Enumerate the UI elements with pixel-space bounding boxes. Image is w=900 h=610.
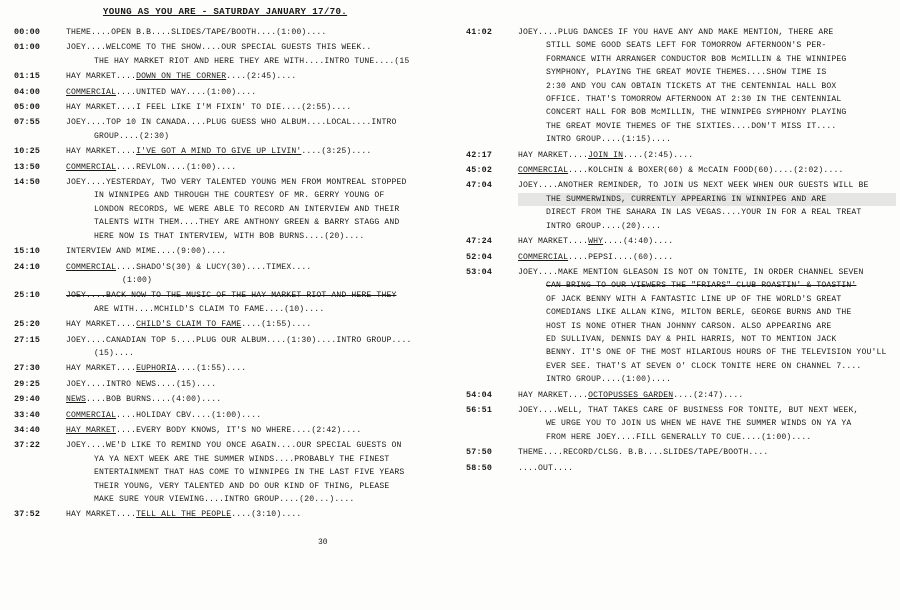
script-entry [466, 462, 896, 475]
script-entry [466, 149, 896, 162]
script-entry [14, 176, 444, 243]
script-entry [14, 101, 444, 114]
entry-timecode: 41:02 [466, 27, 493, 37]
script-line: INTERVIEW AND MIME....(9:00).... [66, 247, 227, 257]
script-line: COMMERCIAL....UNITED WAY....(1:00).... [66, 87, 257, 97]
script-entry [14, 161, 444, 174]
underlined-text: OCTOPUSSES GARDEN [588, 390, 674, 400]
entry-body [66, 334, 444, 361]
script-line: NEWS....BOB BURNS....(4:00).... [66, 395, 222, 405]
script-line: SYMPHONY, PLAYING THE GREAT MOVIE THEMES....SHOW TIME IS [546, 68, 827, 78]
script-line: INTRO GROUP....(20).... [546, 221, 662, 231]
script-line: ....OUT.... [518, 463, 574, 473]
script-line: YA YA NEXT WEEK ARE THE SUMMER WINDS....PROBABLY THE FINEST [94, 454, 390, 464]
script-line: HAY MARKET....I'VE GOT A MIND TO GIVE UP LIVIN'....(3:25).... [66, 147, 372, 157]
script-line: HOST IS NONE OTHER THAN JOHNNY CARSON. ALSO APPEARING ARE [546, 321, 832, 331]
script-line: COMMERCIAL....PEPSI....(60).... [518, 252, 674, 262]
script-entry [14, 508, 444, 521]
underlined-text: DOWN ON THE CORNER [136, 72, 227, 82]
entry-timecode: 33:40 [14, 409, 41, 420]
script-line: ED SULLIVAN, DENNIS DAY & PHIL HARRIS, NOT TO MENTION JACK [546, 334, 837, 344]
script-line: HAY MARKET....EUPHORIA....(1:55).... [66, 364, 247, 374]
script-line: FORMANCE WITH ARRANGER CONDUCTOR BOB McMILLIN & THE WINNIPEG [546, 54, 847, 64]
script-line: IN WINNIPEG AND THROUGH THE COURTESY OF MR. GERRY YOUNG OF [94, 191, 385, 201]
script-line: HAY MARKET....OCTOPUSSES GARDEN....(2:47).... [518, 390, 744, 400]
script-entry [14, 86, 444, 99]
entry-timecode: 14:50 [14, 177, 41, 188]
script-line: HAY MARKET....TELL ALL THE PEOPLE....(3:10).... [66, 510, 302, 520]
script-line: WE URGE YOU TO JOIN US WHEN WE HAVE THE SUMMER WINDS ON YA YA [546, 419, 852, 429]
entry-body [66, 161, 444, 174]
script-entry [14, 362, 444, 375]
script-entry [14, 289, 444, 316]
script-entry [466, 26, 896, 147]
script-line: JOEY....TOP 10 IN CANADA....PLUG GUESS WHO ALBUM....LOCAL....INTRO [66, 118, 397, 128]
entry-body [66, 508, 444, 521]
script-line: COMMERCIAL....REVLON....(1:00).... [66, 162, 237, 172]
script-entry [14, 318, 444, 331]
script-line: JOEY....WE'D LIKE TO REMIND YOU ONCE AGAIN....OUR SPECIAL GUESTS ON [66, 441, 402, 451]
entry-timecode: 01:15 [14, 71, 41, 82]
script-entry [14, 245, 444, 258]
underlined-text: COMMERCIAL [66, 162, 117, 172]
underlined-text: COMMERCIAL [66, 87, 117, 97]
entry-timecode: 47:04 [466, 180, 493, 191]
script-line: COMMERCIAL....HOLIDAY CBV....(1:00).... [66, 410, 262, 420]
document-title: YOUNG AS YOU ARE - SATURDAY JANUARY 17/70. [102, 6, 348, 17]
script-line: THEIR YOUNG, VERY TALENTED AND DO OUR KIND OF THING, PLEASE [94, 481, 390, 491]
entry-body [66, 116, 444, 143]
script-line: HAY MARKET....JOIN IN....(2:45).... [518, 150, 694, 160]
entry-timecode: 57:50 [466, 447, 493, 458]
entry-body [66, 176, 444, 243]
entry-body [66, 145, 444, 158]
script-entry [14, 439, 444, 506]
entry-body [66, 86, 444, 99]
script-line: LONDON RECORDS, WE WERE ABLE TO RECORD AN INTERVIEW AND THEIR [94, 204, 400, 214]
script-entry [14, 41, 444, 68]
entry-timecode: 15:10 [14, 246, 41, 257]
script-line: GROUP....(2:30) [94, 131, 170, 141]
script-line: THE SUMMERWINDS, CURRENTLY APPEARING IN WINNIPEG AND ARE [518, 193, 896, 206]
script-line: JOEY....CANADIAN TOP 5....PLUG OUR ALBUM....(1:30)....INTRO GROUP.... [66, 335, 412, 345]
script-entry [14, 334, 444, 361]
entry-body [518, 446, 896, 459]
script-line: HAY MARKET....CHILD'S CLAIM TO FAME....(1:55).... [66, 320, 312, 330]
entry-timecode: 29:25 [14, 378, 41, 389]
entry-timecode: 05:00 [14, 102, 41, 113]
entry-timecode: 27:15 [14, 334, 41, 345]
entry-body [518, 235, 896, 248]
script-line: THE GREAT MOVIE THEMES OF THE SIXTIES....DON'T MISS IT.... [546, 121, 837, 131]
underlined-text: CHILD'S CLAIM TO FAME [136, 320, 242, 330]
entry-body [518, 251, 896, 264]
entry-timecode: 42:17 [466, 149, 493, 160]
script-line: MAKE SURE YOUR VIEWING....INTRO GROUP....(20...).... [94, 495, 355, 504]
script-line: INTRO GROUP....(1:15).... [546, 135, 672, 145]
script-line: JOEY....BACK NOW TO THE MUSIC OF THE HAY MARKET RIOT AND HERE THEY [66, 291, 397, 301]
entry-body [518, 149, 896, 162]
entry-timecode: 10:25 [14, 146, 41, 157]
script-line: HAY MARKET....WHY....(4:40).... [518, 237, 674, 247]
underlined-text: TELL ALL THE PEOPLE [136, 510, 232, 520]
underlined-text: HAY MARKET [66, 425, 117, 435]
script-entry [14, 70, 444, 83]
entry-body [518, 462, 896, 475]
entry-body [66, 41, 444, 68]
script-line: COMMERCIAL....SHADO'S(30) & LUCY(30)....TIMEX.... [66, 262, 312, 272]
entry-timecode: 13:50 [14, 161, 41, 172]
script-line: (1:00) [122, 275, 153, 285]
script-line: STILL SOME GOOD SEATS LEFT FOR TOMORROW AFTERNOON'S PER- [546, 41, 827, 51]
entry-timecode: 45:02 [466, 165, 493, 176]
entry-body [66, 378, 444, 391]
script-line: (15).... [94, 348, 135, 358]
script-line: INTRO GROUP....(1:00).... [546, 375, 672, 385]
script-line: JOEY....INTRO NEWS....(15).... [66, 379, 217, 389]
entry-timecode: 47:24 [466, 236, 493, 247]
script-line: TALENTS WITH THEM....THEY ARE ANTHONY GREEN & BARRY STAGG AND [94, 218, 400, 228]
script-entry [14, 393, 444, 406]
entry-timecode: 04:00 [14, 86, 41, 97]
script-line: JOEY....MAKE MENTION GLEASON IS NOT ON TONITE, IN ORDER CHANNEL SEVEN [518, 267, 864, 277]
script-entry [466, 446, 896, 459]
script-line: ARE WITH....MCHILD'S CLAIM TO FAME....(10).... [94, 304, 325, 314]
underlined-text: COMMERCIAL [518, 252, 569, 262]
entry-body [66, 424, 444, 437]
entry-timecode: 24:10 [14, 261, 41, 272]
entry-body [66, 245, 444, 258]
entry-body [66, 393, 444, 406]
script-entry [466, 179, 896, 233]
entry-timecode: 25:10 [14, 290, 41, 301]
entry-timecode: 52:04 [466, 251, 493, 262]
underlined-text: COMMERCIAL [66, 410, 117, 420]
entry-body [518, 389, 896, 402]
script-line: CAN BRING TO OUR VIEWERS THE "FRIARS" CLUB ROASTIN' & TOASTIN' [546, 281, 857, 291]
script-entry [466, 389, 896, 402]
script-line: COMMERCIAL....KOLCHIN & BOXER(60) & McCAIN FOOD(60)....(2:02).... [518, 166, 844, 176]
entry-timecode: 37:22 [14, 440, 41, 451]
underlined-text: I'VE GOT A MIND TO GIVE UP LIVIN' [136, 147, 302, 157]
entry-body [518, 404, 896, 444]
entry-body [66, 101, 444, 114]
underlined-text: NEWS [66, 395, 87, 405]
entry-timecode: 29:40 [14, 394, 41, 405]
script-line: JOEY....WELCOME TO THE SHOW....OUR SPECIAL GUESTS THIS WEEK.. [66, 43, 372, 53]
script-entry [14, 145, 444, 158]
page-annotation-number: 30 [318, 538, 328, 547]
entry-timecode: 27:30 [14, 363, 41, 374]
entry-body [66, 362, 444, 375]
script-line: JOEY....WELL, THAT TAKES CARE OF BUSINESS FOR TONITE, BUT NEXT WEEK, [518, 405, 859, 415]
script-line: THEME....OPEN B.B....SLIDES/TAPE/BOOTH....(1:00).... [66, 28, 327, 37]
script-entry [14, 26, 444, 39]
script-line: COMEDIANS LIKE ALLAN KING, MILTON BERLE, GEORGE BURNS AND THE [546, 308, 852, 318]
script-entry [466, 266, 896, 387]
script-line: HERE NOW IS THAT INTERVIEW, WITH BOB BURNS....(20).... [94, 231, 365, 241]
entry-timecode: 58:50 [466, 462, 493, 473]
script-entry [466, 164, 896, 177]
entry-body [66, 439, 444, 506]
entry-body [66, 409, 444, 422]
entry-timecode: 34:40 [14, 424, 41, 435]
script-line: JOEY....YESTERDAY, TWO VERY TALENTED YOUNG MEN FROM MONTREAL STOPPED [66, 178, 407, 188]
entry-timecode: 37:52 [14, 509, 41, 520]
entry-timecode: 54:04 [466, 389, 493, 400]
script-entry [466, 235, 896, 248]
left-column [14, 26, 444, 524]
underlined-text: COMMERCIAL [66, 262, 117, 272]
script-entry [14, 116, 444, 143]
entry-body [66, 26, 444, 39]
right-column [466, 26, 896, 477]
entry-timecode: 00:00 [14, 27, 41, 37]
script-entry [14, 261, 444, 288]
entry-timecode: 53:04 [466, 266, 493, 277]
entry-body [66, 70, 444, 83]
script-line: DIRECT FROM THE SAHARA IN LAS VEGAS....YOUR IN FOR A REAL TREAT [546, 208, 862, 218]
script-line: EVER SEE. THAT'S AT SEVEN O' CLOCK TONITE HERE ON CHANNEL 7.... [546, 361, 862, 371]
entry-timecode: 01:00 [14, 42, 41, 53]
underlined-text: JOIN IN [588, 150, 624, 160]
entry-timecode: 56:51 [466, 404, 493, 415]
script-line: HAY MARKET....I FEEL LIKE I'M FIXIN' TO DIE....(2:55).... [66, 103, 352, 113]
script-entry [14, 409, 444, 422]
entry-timecode: 07:55 [14, 117, 41, 128]
entry-body [518, 26, 896, 147]
script-entry [466, 251, 896, 264]
script-line: JOEY....ANOTHER REMINDER, TO JOIN US NEXT WEEK WHEN OUR GUESTS WILL BE [518, 181, 869, 191]
script-line: HAY MARKET....EVERY BODY KNOWS, IT'S NO WHERE....(2:42).... [66, 425, 362, 435]
script-line: THEME....RECORD/CLSG. B.B....SLIDES/TAPE/BOOTH.... [518, 448, 769, 458]
script-line: OF JACK BENNY WITH A FANTASTIC LINE UP OF THE WORLD'S GREAT [546, 294, 842, 304]
script-line: THE HAY MARKET RIOT AND HERE THEY ARE WITH....INTRO TUNE....(15 [94, 56, 410, 66]
entry-body [66, 289, 444, 316]
entry-body [66, 318, 444, 331]
script-line: JOEY....PLUG DANCES IF YOU HAVE ANY AND MAKE MENTION, THERE ARE [518, 28, 834, 37]
script-line: BENNY. IT'S ONE OF THE MOST HILARIOUS HOURS OF THE TELEVISION YOU'LL [546, 348, 887, 358]
script-line: HAY MARKET....DOWN ON THE CORNER....(2:45).... [66, 72, 297, 82]
entry-timecode: 25:20 [14, 319, 41, 330]
script-line: CONCERT HALL FOR BOB McMILLIN, THE WINNIPEG SYMPHONY PLAYING [546, 108, 847, 118]
underlined-text: WHY [588, 237, 604, 247]
script-entry [14, 424, 444, 437]
underlined-text: EUPHORIA [136, 364, 177, 374]
script-line: ENTERTAINMENT THAT HAS COME TO WINNIPEG IN THE LAST FIVE YEARS [94, 468, 405, 478]
script-line: FROM HERE JOEY....FILL GENERALLY TO CUE....(1:00).... [546, 432, 812, 442]
script-entry [466, 404, 896, 444]
script-line: 2:30 AND YOU CAN OBTAIN TICKETS AT THE CENTENNIAL HALL BOX [546, 81, 837, 91]
entry-body [66, 261, 444, 288]
entry-body [518, 179, 896, 233]
entry-body [518, 164, 896, 177]
underlined-text: COMMERCIAL [518, 166, 569, 176]
script-line: OFFICE. THAT'S TOMORROW AFTERNOON AT 2:30 IN THE CENTENNIAL [546, 95, 842, 105]
script-entry [14, 378, 444, 391]
entry-body [518, 266, 896, 387]
